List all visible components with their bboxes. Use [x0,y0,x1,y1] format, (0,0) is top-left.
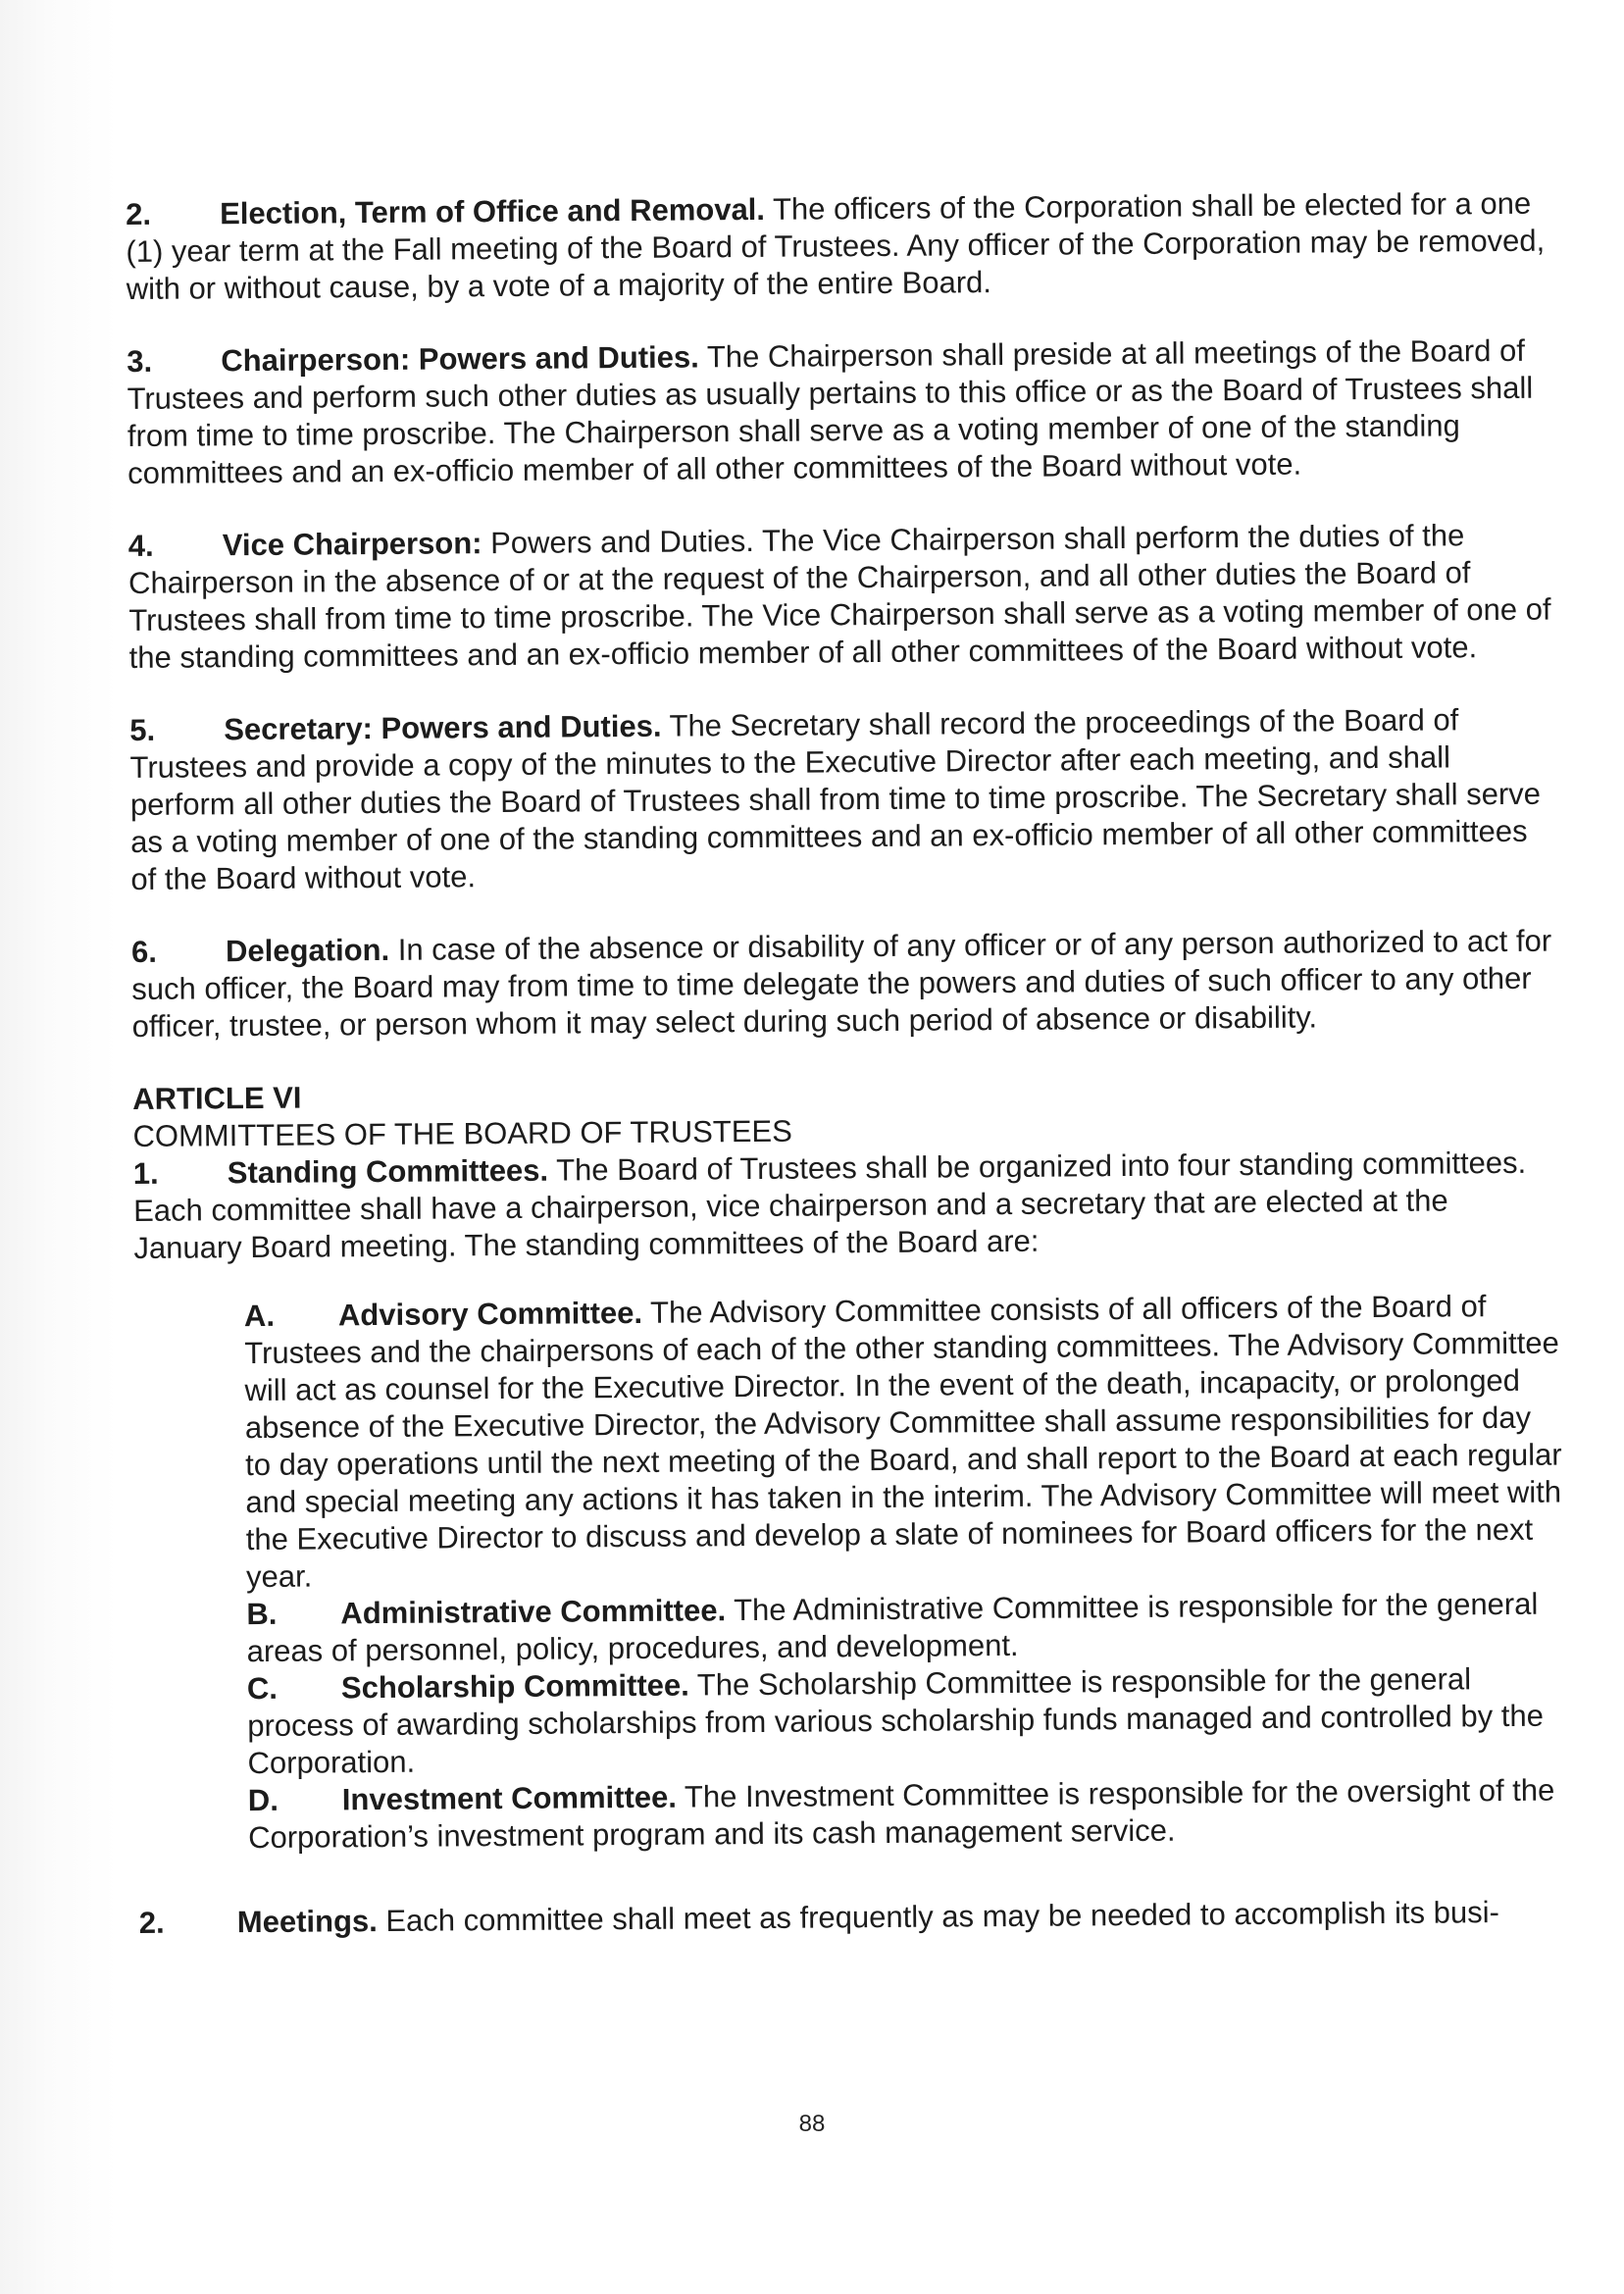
section-secretary [129,701,1557,898]
section-meetings [139,1894,1566,1942]
page-body [126,185,1566,1977]
committee-scholarship [247,1660,1565,1783]
section-heading: Election, Term of Office and Removal. [220,191,766,231]
article-title: ARTICLE VI [132,1080,302,1116]
section-election [126,185,1553,308]
committee-text: The Advisory Committee consists of all officers of the Board of Trustees and the chairpersons of each of the other standing committees. The Advisory Committee will act as counsel for the Executive Director. In the event of the death, incapacity, or prolonged absence of the Executive Director, the Advisory Committee shall assume responsibilities for day to day operations until the next meeting of the Board, and shall report to the Board at each regular and special meeting any actions it has taken in the interim. The Advisory Committee will meet with the Executive Director to discuss and develop a slate of nominees for Board officers for the next year. [244,1289,1562,1595]
section-heading: Standing Committees. [227,1152,549,1191]
section-number: 4. [127,528,154,563]
article-subtitle: COMMITTEES OF THE BOARD OF TRUSTEES [132,1113,792,1153]
article-vi [132,1070,1566,1942]
committee-heading: Advisory Committee. [337,1295,643,1333]
committee-list [134,1288,1565,1858]
section-number: 2. [138,1905,165,1940]
section-text: The officers of the Corporation shall be elected for a one (1) year term at the Fall meeting of the Board of Trustees. Any officer of the Corporation may be removed, with or without cause, by a vote of a majority of the entire Board. [126,185,1546,306]
committee-heading: Scholarship Committee. [340,1667,689,1706]
section-heading: Vice Chairperson: [222,526,482,563]
committee-investment [248,1772,1566,1858]
section-heading: Chairperson: Powers and Duties. [221,339,699,379]
section-number: 5. [129,712,156,747]
scan-edge-shadow [0,0,118,2294]
committee-advisory [244,1288,1563,1597]
section-vice-chairperson [128,517,1556,677]
committee-letter: B. [246,1596,278,1632]
committee-text: The Investment Committee is responsible for the oversight of the Corporation’s investment program and its cash management service. [248,1772,1555,1856]
committee-text: The Administrative Committee is responsible for the general areas of personnel, policy, procedures, and development. [246,1586,1539,1669]
section-text: The Secretary shall record the proceedings of the Board of Trustees and provide a copy of the minutes to the Executive Director after each meeting, and shall perform all other duties the Board of Trustees shall from time to time proscribe. The Secretary shall serve as a voting member of one of the standing committees and an ex-officio member of all other committees of the Board without vote. [129,702,1542,896]
committee-letter: C. [246,1670,279,1707]
section-chairperson [127,332,1554,492]
section-number: 2. [126,196,152,231]
section-text: Powers and Duties. The Vice Chairperson shall perform the duties of the Chairperson in the absence of or at the request of the Chairperson, and all other duties the Board of Trustees shall from time to time proscribe. The Vice Chairperson shall serve as a voting member of one of the standing committees and an ex-officio member of all other committees of the Board without vote. [127,518,1551,675]
committee-letter: A. [243,1298,276,1334]
section-number: 6. [130,934,158,969]
section-text: The Board of Trustees shall be organized into four standing committees. Each committee shall have a chairperson, vice chairperson and a secretary that are elected at the January Board meeting. The standing committees of the Board are: [132,1145,1527,1265]
page-number: 88 [798,2111,826,2137]
section-number: 3. [127,343,153,379]
section-heading: Meetings. [236,1904,378,1940]
section-number: 1. [132,1155,159,1191]
committee-text: The Scholarship Committee is responsible for the general process of awarding scholarships from various scholarship funds managed and controlled by the Corporation. [247,1661,1545,1781]
section-standing-committees [133,1145,1561,1267]
committee-heading: Administrative Committee. [340,1593,727,1631]
section-text: Each committee shall meet as frequently as may be needed to accomplish its busi- [377,1895,1499,1939]
section-text: The Chairperson shall preside at all meetings of the Board of Trustees and perform such other duties as usually pertains to this office or as the Board of Trustees shall from time to time proscribe. The Chairperson shall serve as a voting member of one of the standing committees and an ex-officio member of all other committees of the Board without vote. [127,332,1534,490]
section-delegation [131,923,1559,1045]
section-text: In case of the absence or disability of any officer or of any person authorized to act for such officer, the Board may from time to time delegate the powers and duties of such officer to any other officer, trustee, or person whom it may select during such period of absence or disability. [131,923,1552,1044]
committee-administrative [246,1586,1564,1671]
section-heading: Secretary: Powers and Duties. [224,708,662,747]
committee-letter: D. [247,1782,279,1818]
committee-heading: Investment Committee. [341,1779,678,1817]
section-heading: Delegation. [225,932,390,969]
